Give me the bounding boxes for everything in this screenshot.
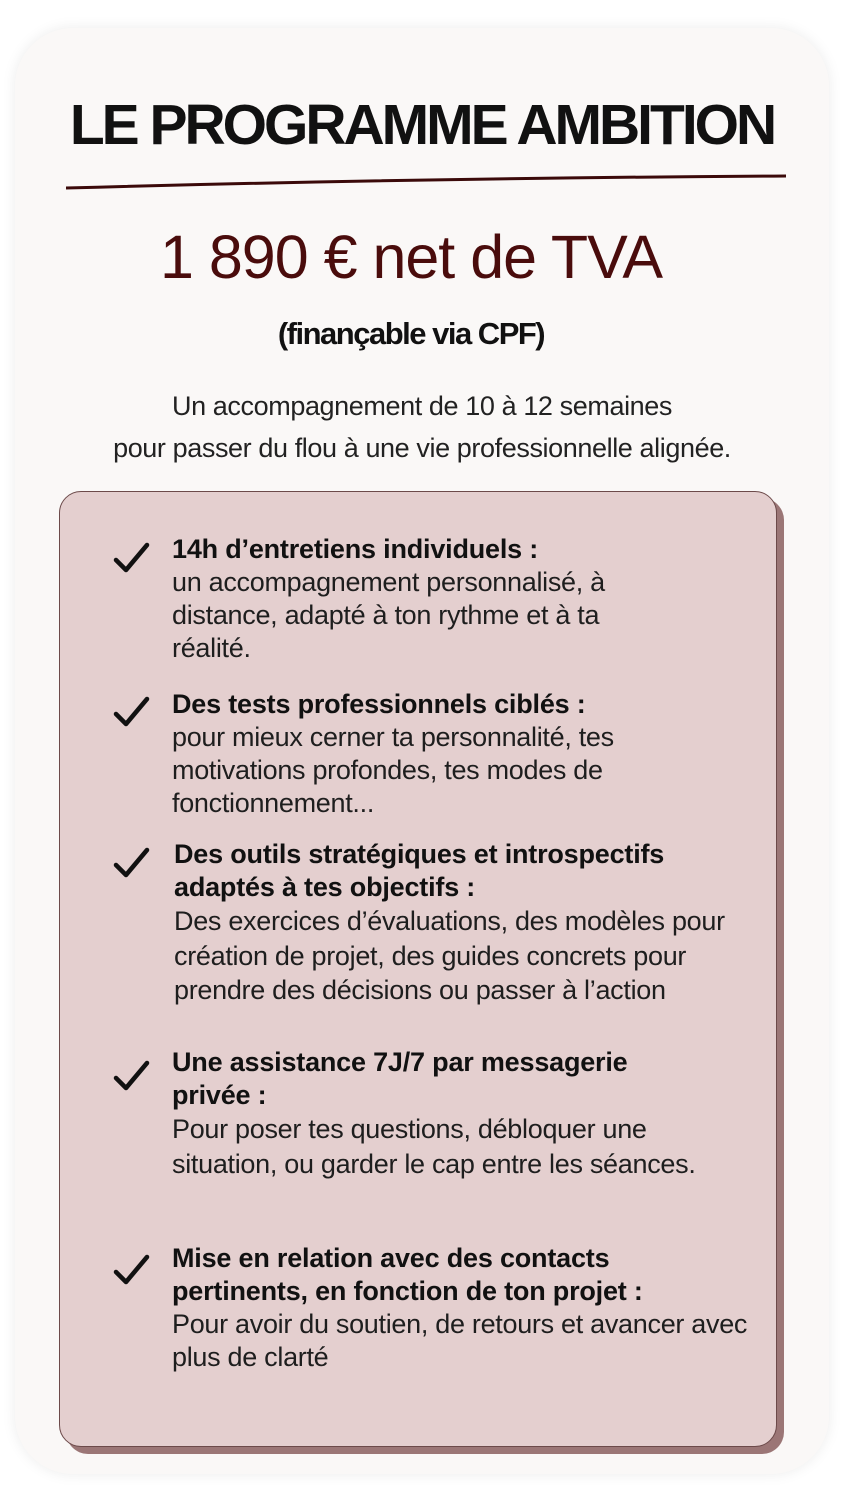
- feature-item-networking: [172, 1242, 772, 1374]
- feature-body: Pour avoir du soutien, de retours et avancer avec plus de clarté: [172, 1309, 748, 1372]
- feature-heading-line-1: Mise en relation avec des contacts: [172, 1243, 610, 1273]
- feature-item-strategic-tools: [174, 838, 774, 1008]
- financing-note: (finançable via CPF): [277, 316, 545, 351]
- feature-item-professional-tests: [172, 688, 772, 820]
- feature-body: pour mieux cerner ta personnalité, tes motivations profondes, tes modes de fonctionnement...: [172, 722, 614, 818]
- feature-heading-line-1: Des outils stratégiques et introspectifs: [174, 839, 665, 869]
- price: 1 890 € net de TVA: [159, 223, 663, 291]
- feature-heading-line-2: pertinents, en fonction de ton projet :: [172, 1276, 643, 1306]
- feature-item-assistance: [172, 1046, 772, 1181]
- check-icon: [113, 540, 151, 578]
- title-underline: [66, 174, 786, 192]
- description-line-1: Un accompagnement de 10 à 12 semaines: [171, 391, 673, 421]
- program-description: [0, 385, 844, 469]
- feature-body: Des exercices d’évaluations, des modèles pour création de projet, des guides concrets pour prendre des décisions ou passer à l’action: [174, 906, 725, 1005]
- feature-heading: [172, 1242, 772, 1308]
- feature-heading: [172, 1046, 772, 1112]
- feature-heading: 14h d’entretiens individuels :: [172, 534, 539, 564]
- feature-heading: Des tests professionnels ciblés :: [172, 689, 586, 719]
- feature-heading: [174, 838, 774, 904]
- page-title: LE PROGRAMME AMBITION: [69, 93, 775, 157]
- feature-item-individual-sessions: [172, 533, 772, 665]
- feature-heading-line-2: adaptés à tes objectifs :: [174, 872, 476, 902]
- check-icon: [113, 1058, 151, 1096]
- description-line-2: pour passer du flou à une vie professionnelle alignée.: [113, 433, 731, 463]
- feature-body: un accompagnement personnalisé, à distance, adapté à ton rythme et à ta réalité.: [172, 567, 605, 663]
- check-icon: [113, 1252, 151, 1290]
- check-icon: [113, 694, 151, 732]
- feature-heading-line-1: Une assistance 7J/7 par messagerie: [172, 1047, 628, 1077]
- check-icon: [113, 845, 151, 883]
- feature-body: Pour poser tes questions, débloquer une situation, ou garder le cap entre les séances.: [172, 1114, 696, 1179]
- feature-heading-line-2: privée :: [172, 1080, 267, 1110]
